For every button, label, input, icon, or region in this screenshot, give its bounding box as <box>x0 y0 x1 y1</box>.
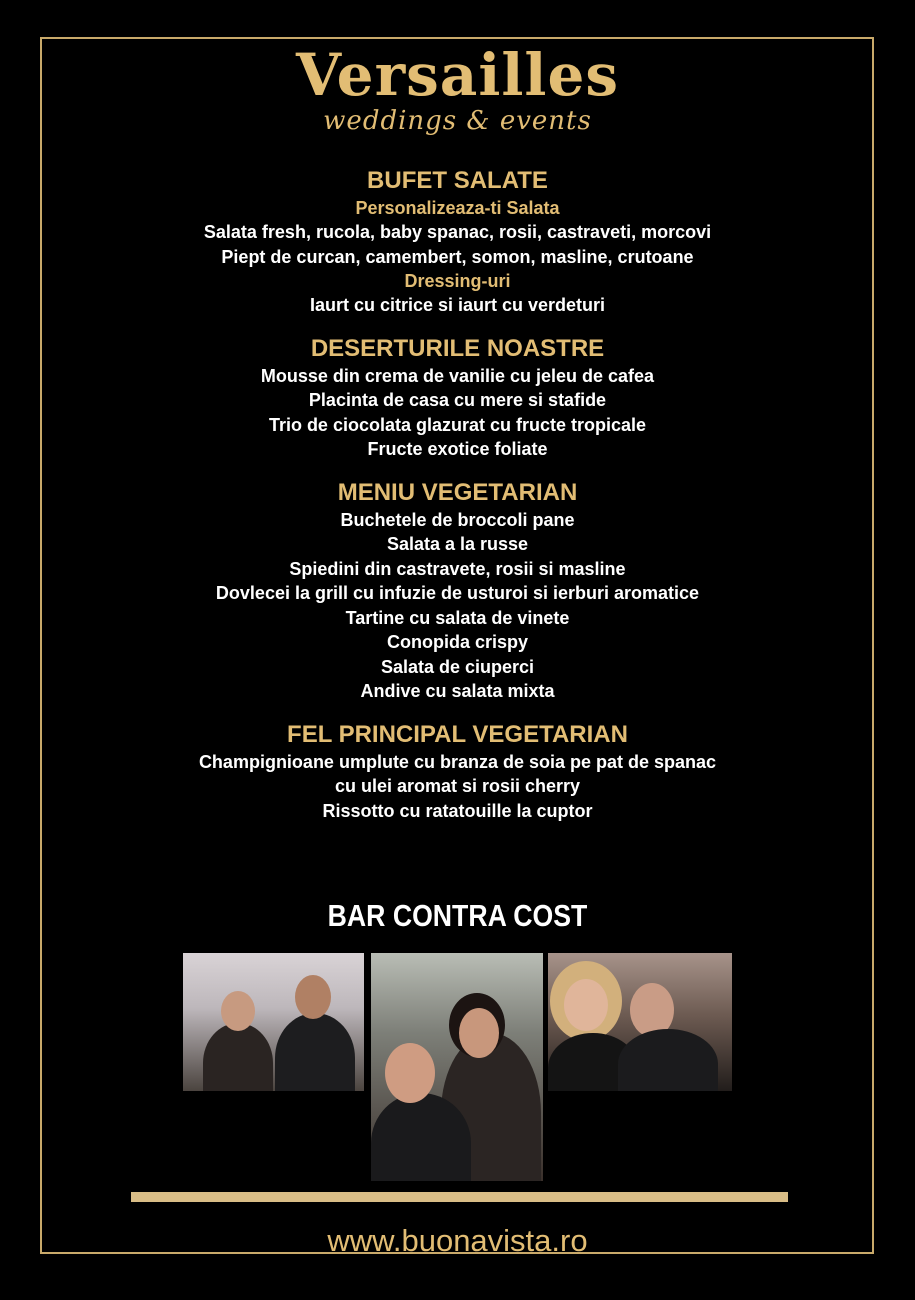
menu-item: Salata fresh, rucola, baby spanac, rosii, castraveti, morcovi <box>203 222 712 242</box>
menu-item: Andive cu salata mixta <box>360 681 555 701</box>
bar-title: BAR CONTRA COST <box>327 898 588 933</box>
menu-section-bufet <box>0 166 915 318</box>
section-title: MENIU VEGETARIAN <box>337 478 578 506</box>
gold-divider <box>131 1192 788 1202</box>
menu-section-vegetarian <box>0 478 915 704</box>
menu-item: Mousse din crema de vanilie cu jeleu de cafea <box>260 365 655 386</box>
menu-item: cu ulei aromat si rosii cherry <box>334 776 581 796</box>
section-title: DESERTURILE NOASTRE <box>310 334 605 362</box>
menu-item: Salata de ciuperci <box>380 656 535 677</box>
menu-item: Buchetele de broccoli pane <box>340 509 575 530</box>
menu-content <box>0 166 915 839</box>
menu-item: Tartine cu salata de vinete <box>345 607 570 628</box>
menu-item: Piept de curcan, camembert, somon, masline, crutoane <box>221 246 694 267</box>
menu-item: Champignioane umplute cu branza de soia pe pat de spanac <box>198 751 717 772</box>
menu-item: Fructe exotice foliate <box>367 439 548 459</box>
menu-section-deserturi <box>0 334 915 462</box>
menu-item: Iaurt cu citrice si iaurt cu verdeturi <box>309 295 606 315</box>
section-subtitle: Personalizeaza-ti Salata <box>355 198 560 218</box>
website-url: www.buonavista.ro <box>327 1223 588 1258</box>
section-title: BUFET SALATE <box>367 167 548 194</box>
bartenders-photo-2 <box>371 953 543 1181</box>
menu-item: Trio de ciocolata glazurat cu fructe tropicale <box>268 414 647 435</box>
section-subtitle: Dressing-uri <box>404 271 511 291</box>
menu-item: Rissotto cu ratatouille la cuptor <box>322 800 593 821</box>
menu-item: Spiedini din castravete, rosii si masline <box>289 558 626 579</box>
menu-section-principal <box>0 720 915 824</box>
brand-logo-tagline: weddings & events <box>323 106 592 136</box>
bartenders-photo-1 <box>183 953 364 1091</box>
brand-logo-name: Versailles <box>295 41 620 109</box>
menu-item: Conopida crispy <box>386 632 529 652</box>
menu-item: Salata a la russe <box>386 534 529 554</box>
menu-item: Placinta de casa cu mere si stafide <box>308 390 607 410</box>
menu-item: Dovlecei la grill cu infuzie de usturoi si ierburi aromatice <box>215 583 700 603</box>
bartenders-photo-3 <box>548 953 732 1091</box>
section-title: FEL PRINCIPAL VEGETARIAN <box>287 720 628 748</box>
